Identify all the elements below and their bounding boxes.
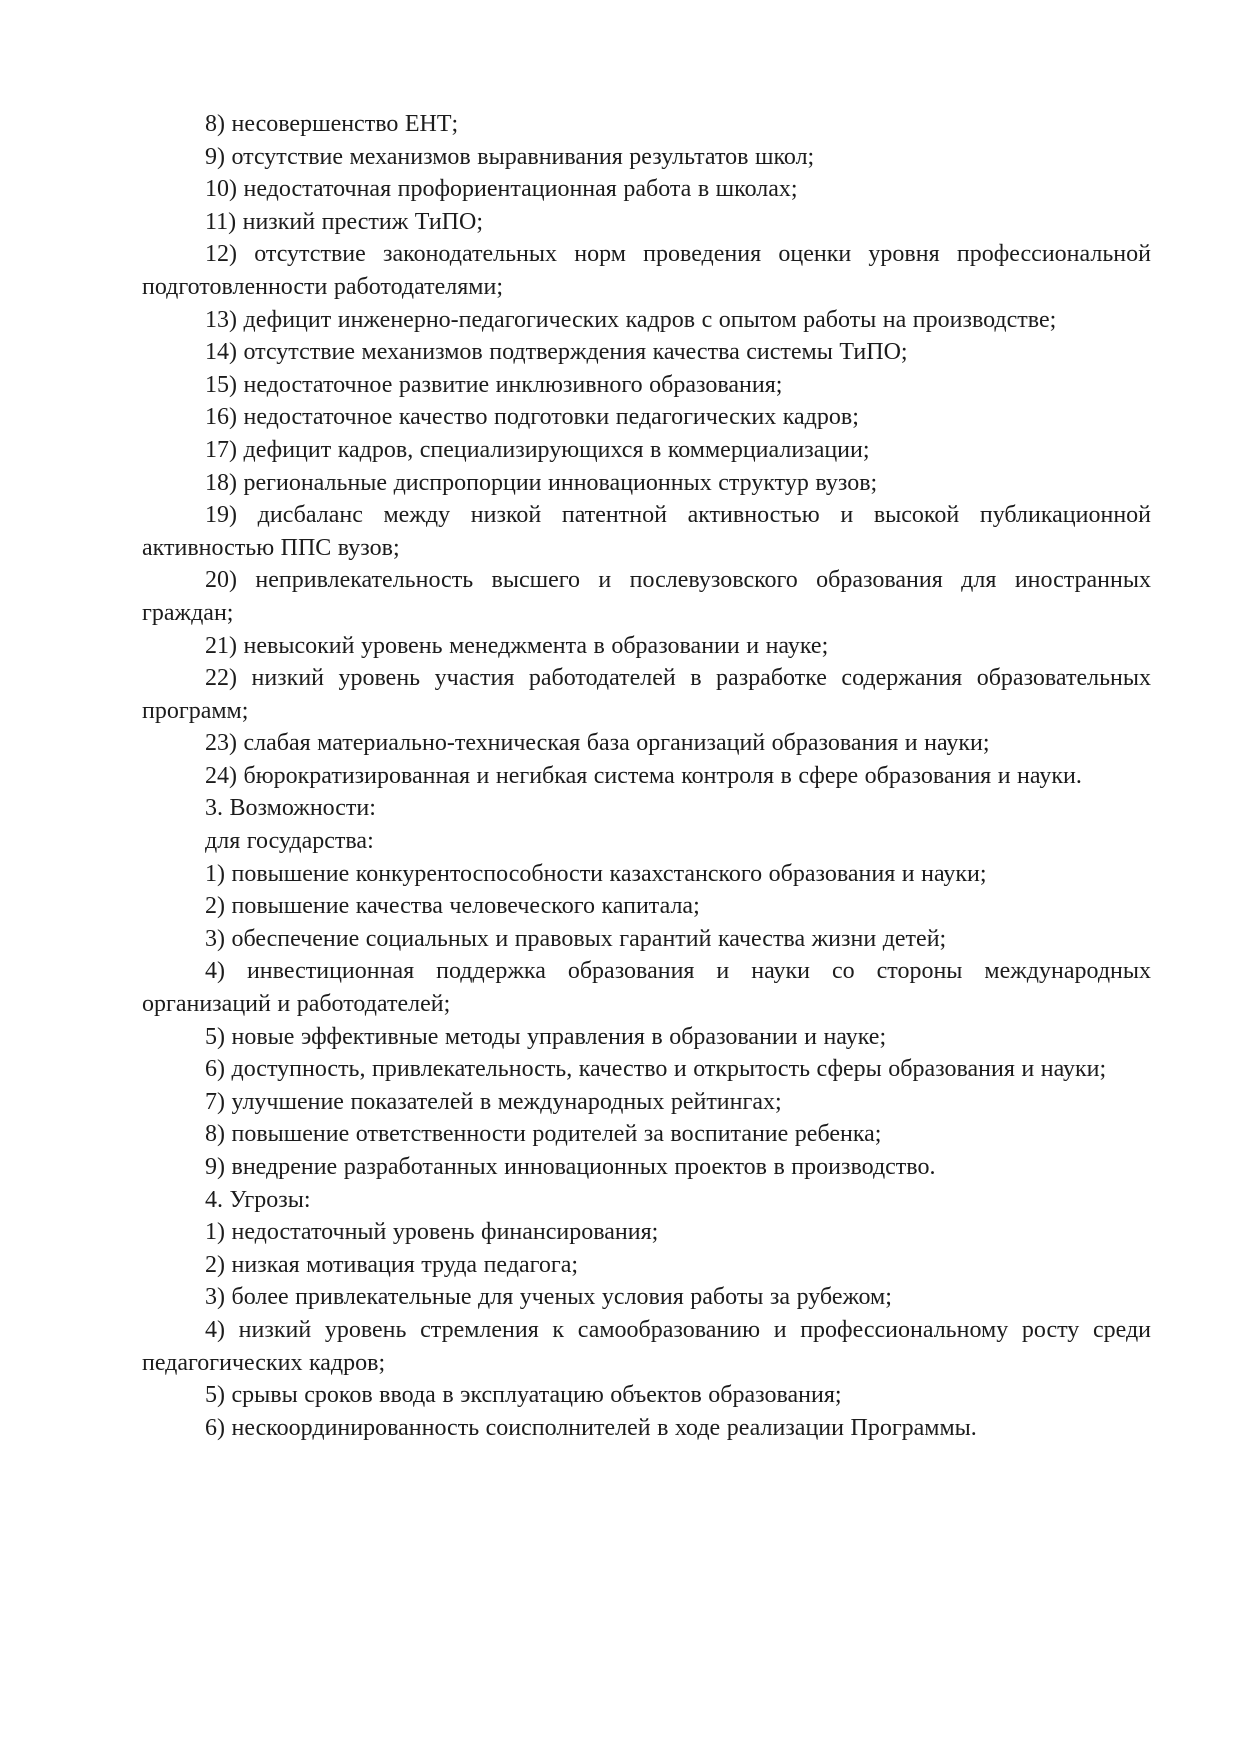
paragraph: 3) обеспечение социальных и правовых гарантий качества жизни детей; bbox=[205, 925, 947, 952]
paragraph: 11) низкий престиж ТиПО; bbox=[205, 208, 484, 235]
paragraph: для государства: bbox=[205, 828, 374, 855]
paragraph: 3. Возможности: bbox=[205, 795, 376, 822]
paragraph: 2) низкая мотивация труда педагога; bbox=[205, 1251, 579, 1278]
paragraph: 15) недостаточное развитие инклюзивного образования; bbox=[205, 371, 783, 398]
paragraph: 20) непривлекательность высшего и послевузовского образования для иностранных граждан; bbox=[142, 567, 1151, 626]
paragraph: 4) инвестиционная поддержка образования и науки со стороны международных организаций и работодателей; bbox=[142, 958, 1151, 1018]
paragraph: 1) повышение конкурентоспособности казахстанского образования и науки; bbox=[205, 860, 987, 887]
paragraph: 4. Угрозы: bbox=[205, 1186, 311, 1213]
text-block bbox=[142, 108, 1151, 1444]
paragraph: 23) слабая материально-техническая база организаций образования и науки; bbox=[205, 730, 990, 757]
paragraph: 1) недостаточный уровень финансирования; bbox=[205, 1219, 659, 1246]
paragraph: 8) повышение ответственности родителей за воспитание ребенка; bbox=[205, 1121, 882, 1148]
paragraph: 3) более привлекательные для ученых условия работы за рубежом; bbox=[205, 1284, 892, 1311]
paragraph: 21) невысокий уровень менеджмента в образовании и науке; bbox=[205, 632, 829, 659]
paragraph: 6) нескоординированность соисполнителей в ходе реализации Программы. bbox=[205, 1414, 977, 1441]
paragraph: 24) бюрократизированная и негибкая система контроля в сфере образования и науки. bbox=[205, 762, 1082, 789]
paragraph: 13) дефицит инженерно-педагогических кадров с опытом работы на производстве; bbox=[205, 306, 1057, 333]
paragraph: 4) низкий уровень стремления к самообразованию и профессиональному росту среди педагогических кадров; bbox=[142, 1316, 1151, 1376]
paragraph: 18) региональные диспропорции инновационных структур вузов; bbox=[205, 469, 878, 496]
paragraph: 8) несовершенство ЕНТ; bbox=[205, 111, 459, 137]
paragraph: 14) отсутствие механизмов подтверждения качества системы ТиПО; bbox=[205, 339, 908, 366]
paragraph: 5) срывы сроков ввода в эксплуатацию объектов образования; bbox=[205, 1382, 842, 1409]
paragraph: 16) недостаточное качество подготовки педагогических кадров; bbox=[205, 404, 859, 431]
paragraph: 5) новые эффективные методы управления в образовании и науке; bbox=[205, 1023, 887, 1050]
paragraph: 9) внедрение разработанных инновационных проектов в производство. bbox=[205, 1154, 936, 1180]
paragraph: 22) низкий уровень участия работодателей в разработке содержания образовательных программ; bbox=[142, 665, 1151, 724]
paragraph: 6) доступность, привлекательность, качество и открытость сферы образования и науки; bbox=[205, 1056, 1107, 1083]
paragraph: 19) дисбаланс между низкой патентной активностью и высокой публикационной активностью ППС вузов; bbox=[142, 502, 1151, 561]
paragraph: 12) отсутствие законодательных норм проведения оценки уровня профессиональной подготовленности работодателями; bbox=[142, 241, 1151, 300]
paragraph: 9) отсутствие механизмов выравнивания результатов школ; bbox=[205, 143, 815, 170]
paragraph: 10) недостаточная профориентационная работа в школах; bbox=[205, 176, 798, 203]
paragraph: 2) повышение качества человеческого капитала; bbox=[205, 893, 700, 920]
paragraph: 17) дефицит кадров, специализирующихся в коммерциализации; bbox=[205, 436, 870, 463]
paragraph: 7) улучшение показателей в международных рейтингах; bbox=[205, 1088, 782, 1115]
